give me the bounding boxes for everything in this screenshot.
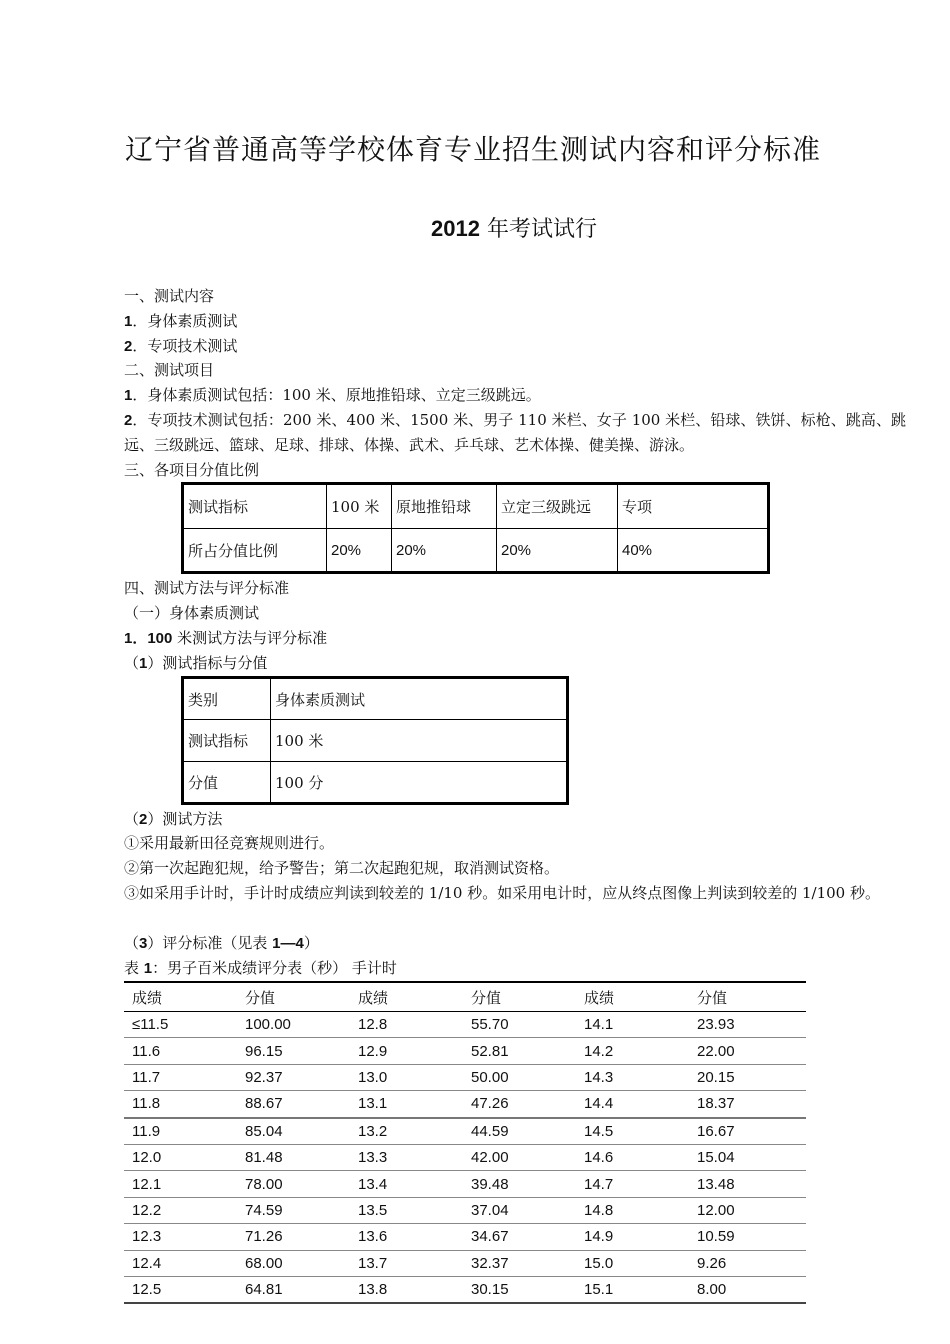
section2-item2 xyxy=(124,408,906,458)
item-text: ．身体素质测试 xyxy=(132,312,238,330)
table-cell: 22.00 xyxy=(689,1038,806,1064)
table-cell: 40% xyxy=(618,529,769,573)
item-number: 1 xyxy=(124,387,133,404)
item-number: 2 xyxy=(124,412,133,429)
item-text: ）测试指标与分值 xyxy=(147,654,268,672)
caption-prefix: 表 xyxy=(124,959,144,977)
paren: （ xyxy=(124,654,140,672)
table-row xyxy=(183,678,568,720)
table-cell: 11.9 xyxy=(124,1118,237,1145)
table-cell: 12.4 xyxy=(124,1250,237,1276)
table-cell: 13.7 xyxy=(350,1250,463,1276)
table-cell: 39.48 xyxy=(463,1171,576,1197)
table-cell: 13.5 xyxy=(350,1197,463,1223)
table-cell: 16.67 xyxy=(689,1118,806,1145)
table-cell: 23.93 xyxy=(689,1012,806,1038)
table-cell: 13.1 xyxy=(350,1091,463,1118)
table-cell: 20% xyxy=(327,529,392,573)
table-row xyxy=(124,1118,806,1145)
table-row xyxy=(124,1276,806,1303)
table-cell: 15.04 xyxy=(689,1144,806,1170)
method-2: ②第一次起跑犯规，给予警告；第二次起跑犯规，取消测试资格。 xyxy=(124,859,560,877)
paren: ） xyxy=(303,934,319,952)
table-cell: 37.04 xyxy=(463,1197,576,1223)
section2-item1 xyxy=(124,384,541,407)
table-cell: 68.00 xyxy=(237,1250,350,1276)
table-cell: 专项 xyxy=(618,484,769,529)
section4-p3 xyxy=(124,932,319,955)
table-row xyxy=(183,484,769,529)
table-cell: 13.0 xyxy=(350,1064,463,1090)
subtitle-year: 2012 xyxy=(431,216,480,241)
paren: （ xyxy=(124,934,140,952)
column-header: 成绩 xyxy=(350,982,463,1012)
table-cell: 71.26 xyxy=(237,1224,350,1250)
item-number: 2 xyxy=(139,811,148,828)
table-header-row xyxy=(124,982,806,1012)
section4-sub1: （一）身体素质测试 xyxy=(124,604,260,622)
table-cell: 14.1 xyxy=(576,1012,689,1038)
table-cell: 50.00 xyxy=(463,1064,576,1090)
table-cell: 100.00 xyxy=(237,1012,350,1038)
table-cell: 44.59 xyxy=(463,1118,576,1145)
table-cell: 30.15 xyxy=(463,1276,576,1303)
table-row xyxy=(183,529,769,573)
page-title: 辽宁省普通高等学校体育专业招生测试内容和评分标准 xyxy=(125,133,822,166)
table-cell: 52.81 xyxy=(463,1038,576,1064)
table-cell: 14.9 xyxy=(576,1224,689,1250)
table-cell: 12.9 xyxy=(350,1038,463,1064)
table-cell: 8.00 xyxy=(689,1276,806,1303)
table-cell: 11.8 xyxy=(124,1091,237,1118)
score-table xyxy=(124,981,806,1304)
section1-item2 xyxy=(124,335,237,358)
table-cell: 64.81 xyxy=(237,1276,350,1303)
section4-p2 xyxy=(124,808,222,831)
item-number: 1 xyxy=(124,630,133,647)
table-cell: 100 分 xyxy=(271,762,568,804)
table-cell: 13.4 xyxy=(350,1171,463,1197)
column-header: 分值 xyxy=(689,982,806,1012)
table-cell: 20% xyxy=(497,529,618,573)
section4-heading: 四、测试方法与评分标准 xyxy=(124,579,290,597)
section1-item1 xyxy=(124,310,237,333)
table-cell: 11.6 xyxy=(124,1038,237,1064)
table-cell: 13.2 xyxy=(350,1118,463,1145)
table-cell: 100 米 xyxy=(327,484,392,529)
table-row xyxy=(183,762,568,804)
column-header: 分值 xyxy=(463,982,576,1012)
table-cell: 9.26 xyxy=(689,1250,806,1276)
indicator-table xyxy=(181,676,569,805)
table-cell: 12.2 xyxy=(124,1197,237,1223)
table-cell: 13.8 xyxy=(350,1276,463,1303)
table-cell: 15.1 xyxy=(576,1276,689,1303)
subtitle-text: 年考试试行 xyxy=(486,217,597,242)
table-cell: 78.00 xyxy=(237,1171,350,1197)
table-cell: 14.2 xyxy=(576,1038,689,1064)
table-cell: 类别 xyxy=(183,678,271,720)
table-cell: 42.00 xyxy=(463,1144,576,1170)
table-cell: 11.7 xyxy=(124,1064,237,1090)
column-header: 成绩 xyxy=(124,982,237,1012)
table-cell: 14.6 xyxy=(576,1144,689,1170)
table-cell: 14.4 xyxy=(576,1091,689,1118)
item-bold: ．100 xyxy=(132,630,173,647)
table-cell: 12.0 xyxy=(124,1144,237,1170)
item-text: ．身体素质测试包括：100 米、原地推铅球、立定三级跳远。 xyxy=(132,386,541,404)
section2-heading: 二、测试项目 xyxy=(124,361,215,379)
table-cell: 12.3 xyxy=(124,1224,237,1250)
table-cell: 14.5 xyxy=(576,1118,689,1145)
item-number: 2 xyxy=(124,338,133,355)
caption-number: 1 xyxy=(143,960,153,977)
item-text: ．专项技术测试包括：200 米、400 米、1500 米、男子 110 米栏、女子 100 米栏、铅球、铁饼、标枪、跳高、跳远、三级跳远、篮球、足球、排球、体操、武术、乒乓球、艺术体操、健美操、游泳。 xyxy=(124,411,906,454)
method-1: ①采用最新田径竞赛规则进行。 xyxy=(124,834,335,852)
table-cell: 81.48 xyxy=(237,1144,350,1170)
section4-item1 xyxy=(124,627,327,650)
table-row xyxy=(124,1064,806,1090)
table-cell: 所占分值比例 xyxy=(183,529,327,573)
table-row xyxy=(124,1197,806,1223)
table-cell: 测试指标 xyxy=(183,484,327,529)
page-subtitle xyxy=(0,212,950,243)
table-row xyxy=(124,1012,806,1038)
table-cell: 92.37 xyxy=(237,1064,350,1090)
table-cell: 55.70 xyxy=(463,1012,576,1038)
table-cell: 身体素质测试 xyxy=(271,678,568,720)
table-cell: 20% xyxy=(392,529,497,573)
table-cell: 100 米 xyxy=(271,720,568,762)
item-text: 米测试方法与评分标准 xyxy=(172,629,328,647)
table-cell: 18.37 xyxy=(689,1091,806,1118)
table-cell: 88.67 xyxy=(237,1091,350,1118)
caption-text: ：男子百米成绩评分表（秒） 手计时 xyxy=(152,959,397,977)
table-cell: 14.8 xyxy=(576,1197,689,1223)
table-cell: 74.59 xyxy=(237,1197,350,1223)
table-cell: 34.67 xyxy=(463,1224,576,1250)
item-number: 1 xyxy=(124,313,133,330)
table-cell: 14.7 xyxy=(576,1171,689,1197)
table-cell: 32.37 xyxy=(463,1250,576,1276)
table-cell: 测试指标 xyxy=(183,720,271,762)
method-3: ③如采用手计时，手计时成绩应判读到较差的 1/10 秒。如采用电计时，应从终点图像上判读到较差的 1/100 秒。 xyxy=(124,884,880,902)
table-cell: 13.6 xyxy=(350,1224,463,1250)
table-cell: 13.3 xyxy=(350,1144,463,1170)
item-number: 3 xyxy=(139,935,148,952)
table-row xyxy=(124,1038,806,1064)
item-number: 1 xyxy=(139,655,148,672)
table-cell: 20.15 xyxy=(689,1064,806,1090)
table-cell: 15.0 xyxy=(576,1250,689,1276)
table-cell: 47.26 xyxy=(463,1091,576,1118)
table-cell: 立定三级跳远 xyxy=(497,484,618,529)
table-cell: 12.00 xyxy=(689,1197,806,1223)
table-caption xyxy=(124,957,397,980)
table-row xyxy=(124,1091,806,1118)
table-row xyxy=(124,1250,806,1276)
item-text: ）评分标准（见表 xyxy=(147,934,273,952)
score-table-body xyxy=(124,1012,806,1304)
column-header: 分值 xyxy=(237,982,350,1012)
column-header: 成绩 xyxy=(576,982,689,1012)
table-cell: 14.3 xyxy=(576,1064,689,1090)
paren: （ xyxy=(124,810,140,828)
table-cell: 12.5 xyxy=(124,1276,237,1303)
table-row xyxy=(183,720,568,762)
table-cell: 13.48 xyxy=(689,1171,806,1197)
section3-heading: 三、各项目分值比例 xyxy=(124,461,260,479)
table-row xyxy=(124,1224,806,1250)
item-text: ．专项技术测试 xyxy=(132,337,238,355)
table-cell: ≤11.5 xyxy=(124,1012,237,1038)
table-row xyxy=(124,1171,806,1197)
section1-heading: 一、测试内容 xyxy=(124,287,215,305)
table-cell: 分值 xyxy=(183,762,271,804)
table-cell: 12.8 xyxy=(350,1012,463,1038)
table-cell: 12.1 xyxy=(124,1171,237,1197)
table-row xyxy=(124,1144,806,1170)
table-range: 1—4 xyxy=(272,935,304,952)
table-cell: 10.59 xyxy=(689,1224,806,1250)
section4-p1 xyxy=(124,652,267,675)
ratio-table xyxy=(181,482,770,574)
table-cell: 原地推铅球 xyxy=(392,484,497,529)
item-text: ）测试方法 xyxy=(147,810,223,828)
table-cell: 85.04 xyxy=(237,1118,350,1145)
table-cell: 96.15 xyxy=(237,1038,350,1064)
